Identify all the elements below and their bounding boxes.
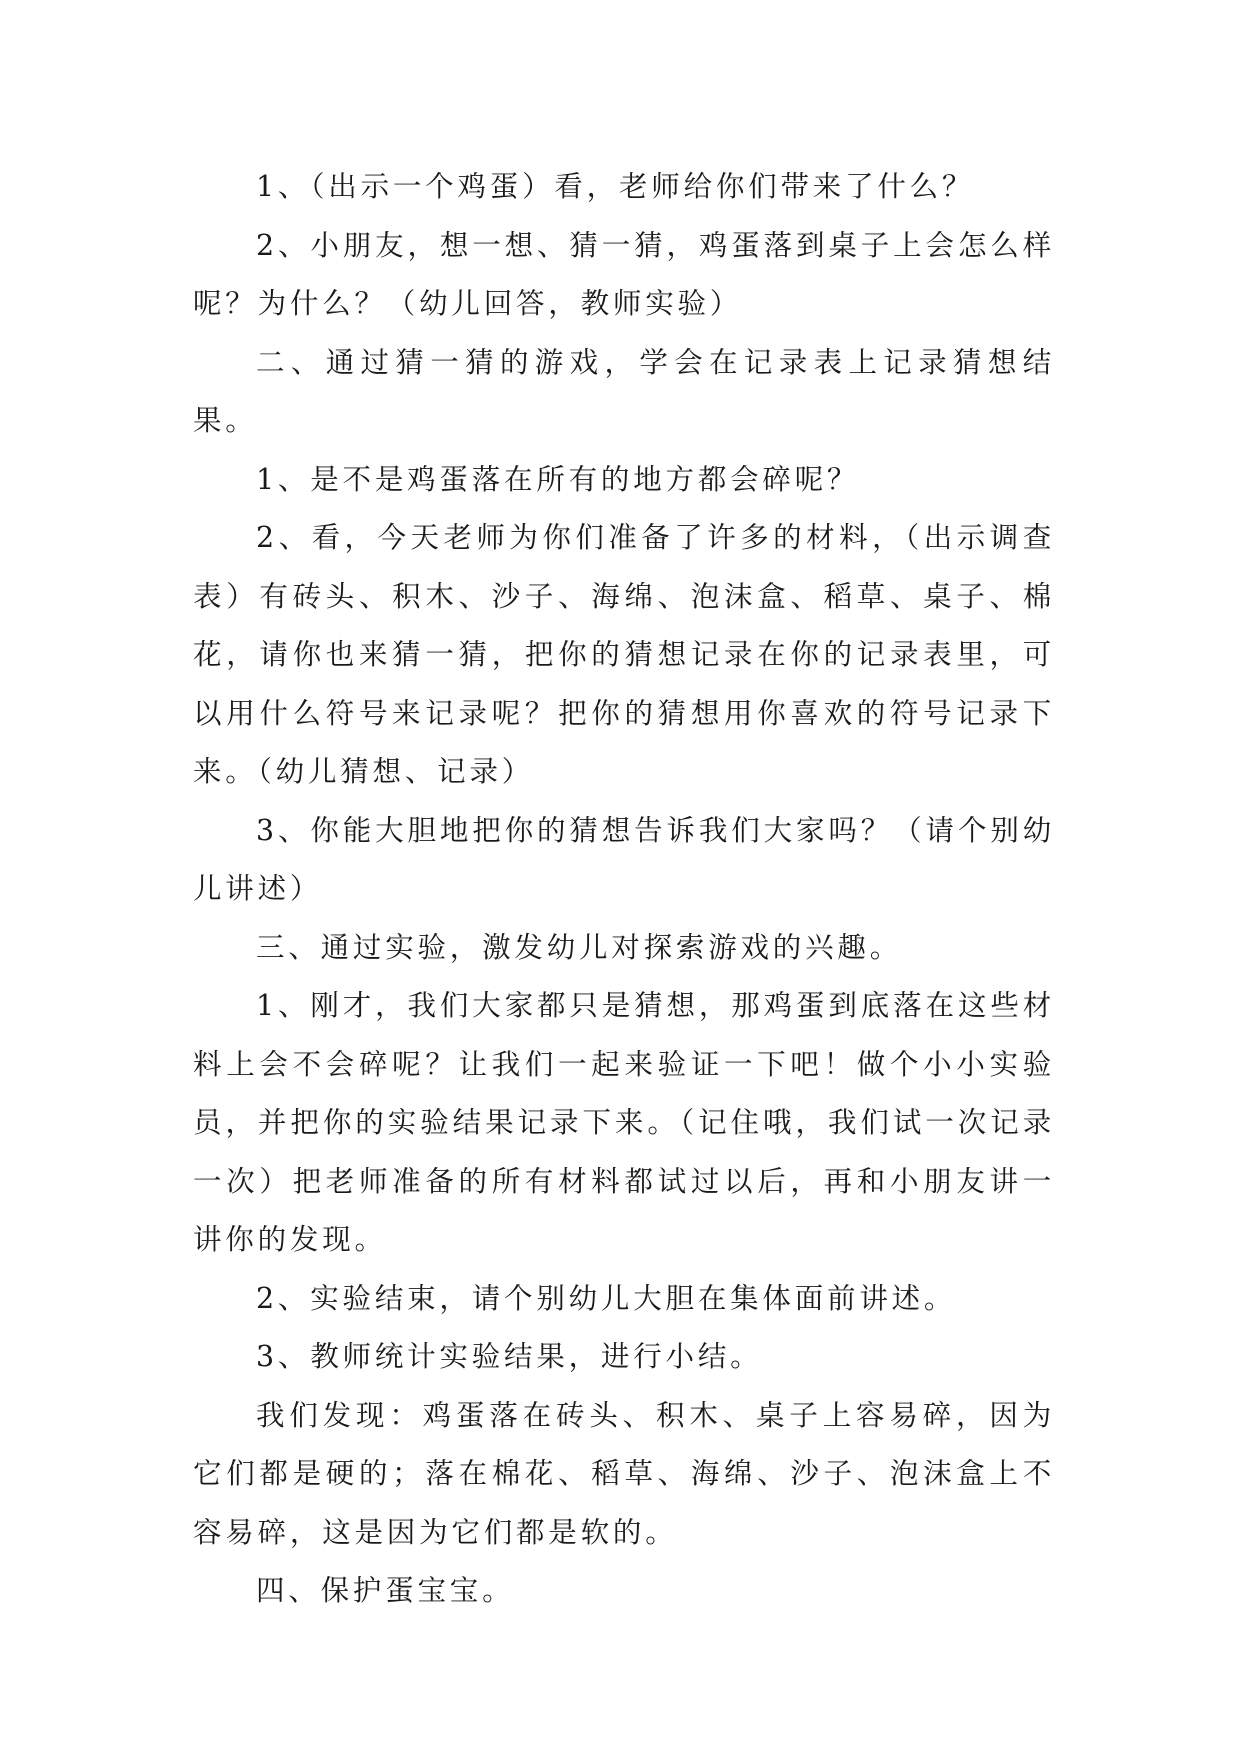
document-body <box>193 158 1055 1621</box>
section-heading-2: 二、通过猜一猜的游戏，学会在记录表上记录猜想结果。 <box>193 345 1055 437</box>
paragraph-step-2-guess-table: 2、小朋友，想一想、猜一猜，鸡蛋落到桌子上会怎么样呢？为什么？（幼儿回答，教师实验） <box>193 228 1055 320</box>
paragraph-step-1-experiment: 1、刚才，我们大家都只是猜想，那鸡蛋到底落在这些材料上会不会碎呢？让我们一起来验证一下吧！做个小小实验员，并把你的实验结果记录下来。（记住哦，我们试一次记录一次）把老师准备的所有材料都试过以后，再和小朋友讲一讲你的发现。 <box>193 989 1055 1256</box>
paragraph-step-3-share-guess: 3、你能大胆地把你的猜想告诉我们大家吗？（请个别幼儿讲述） <box>193 813 1055 905</box>
section-heading-4: 四、保护蛋宝宝。 <box>256 1574 515 1607</box>
paragraph-step-2-materials: 2、看，今天老师为你们准备了许多的材料，（出示调查表）有砖头、积木、沙子、海绵、泡沫盒、稻草、桌子、棉花，请你也来猜一猜，把你的猜想记录在你的记录表里，可以用什么符号来记录呢？把你的猜想用你喜欢的符号记录下来。（幼儿猜想、记录） <box>193 521 1055 788</box>
paragraph-step-2-experiment-end: 2、实验结束，请个别幼儿大胆在集体面前讲述。 <box>256 1281 957 1315</box>
paragraph-step-1-show-egg: 1、（出示一个鸡蛋）看，老师给你们带来了什么？ <box>256 170 975 203</box>
paragraph-step-1-everywhere: 1、是不是鸡蛋落在所有的地方都会碎呢？ <box>256 462 860 496</box>
paragraph-findings: 我们发现：鸡蛋落在砖头、积木、桌子上容易碎，因为它们都是硬的；落在棉花、稻草、海绵、沙子、泡沫盒上不容易碎，这是因为它们都是软的。 <box>193 1398 1055 1549</box>
section-heading-3: 三、通过实验，激发幼儿对探索游戏的兴趣。 <box>256 930 903 964</box>
paragraph-step-3-summary: 3、教师统计实验结果，进行小结。 <box>256 1340 763 1373</box>
